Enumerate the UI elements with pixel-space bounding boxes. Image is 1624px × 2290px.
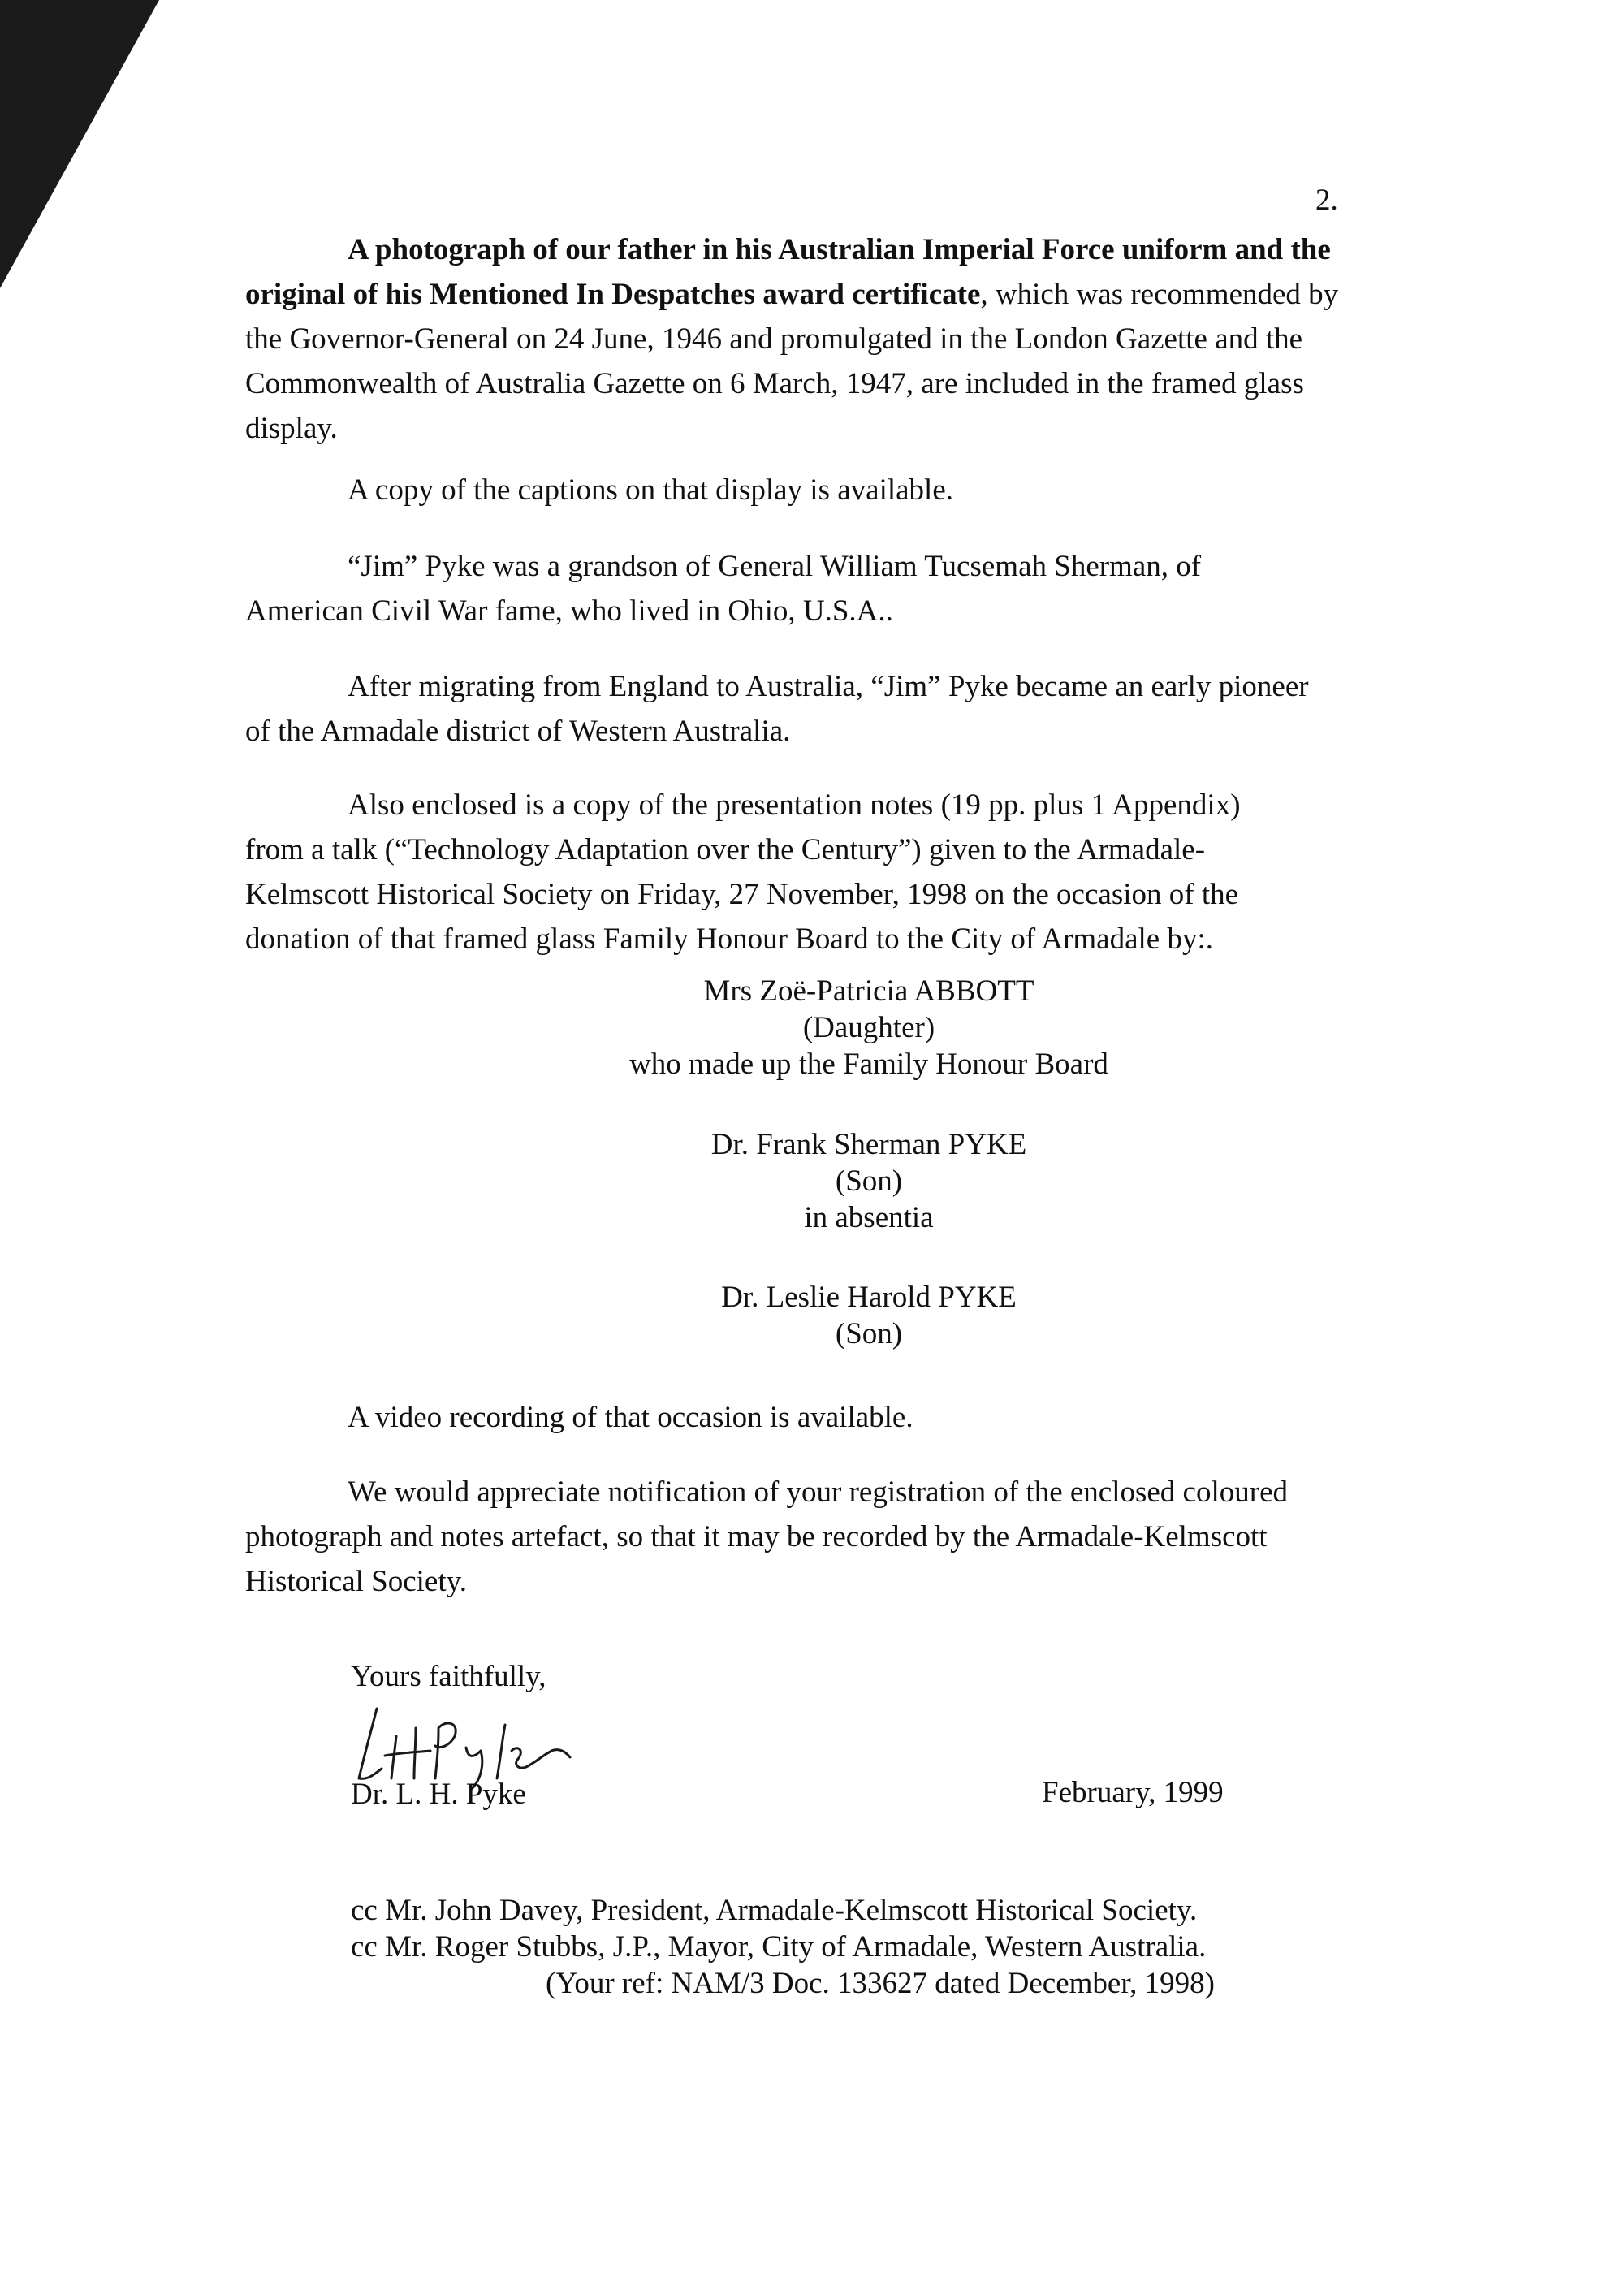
notification-paragraph [245, 1470, 1382, 1604]
scan-corner-shadow [0, 0, 162, 292]
cc-entry-president: cc Mr. John Davey, President, Armadale-Kelmscott Historical Society. [351, 1894, 1198, 1927]
sherman-paragraph [245, 544, 1382, 633]
migration-text: After migrating from England to Australia, “Jim” Pyke became an early pioneer of the Armadale district of Western Australia. [245, 670, 1309, 748]
page-number: 2. [1315, 184, 1338, 217]
lead-paragraph [245, 227, 1382, 451]
lead-paragraph-rest: , which was recommended by the Governor-General on 24 June, 1946 and promulgated in the London Gazette and the Commonwealth of Australia Gazette on 6 March, 1947, are included in the framed glass display. [245, 278, 1339, 445]
notification-text: We would appreciate notification of your registration of the enclosed coloured photograph and notes artefact, so that it may be recorded by the Armadale-Kelmscott Historical Society. [245, 1476, 1289, 1598]
cc-entry-mayor: cc Mr. Roger Stubbs, J.P., Mayor, City of Armadale, Western Australia. [351, 1930, 1207, 1964]
enclosure-paragraph [245, 783, 1382, 961]
presenter-abbott: Mrs Zoë-Patricia ABBOTT (Daughter) who made up the Family Honour Board [629, 974, 1108, 1081]
closing-salutation: Yours faithfully, [351, 1660, 546, 1693]
cc-reference: (Your ref: NAM/3 Doc. 133627 dated December, 1998) [546, 1967, 1215, 2000]
video-text: A video recording of that occasion is available. [348, 1401, 914, 1434]
sherman-text: “Jim” Pyke was a grandson of General William Tucsemah Sherman, of American Civil War fame, who lived in Ohio, U.S.A.. [245, 550, 1202, 628]
signer-name: Dr. L. H. Pyke [351, 1778, 526, 1811]
enclosure-text: Also enclosed is a copy of the presentation notes (19 pp. plus 1 Appendix) from a talk (“Technology Adaptation over the Century”) given to the Armadale- Kelmscott Historical Society on Friday, 27 November, 1998 on the occasion of the donation of that framed glass Family Honour Board to the City of Armadale by:. [245, 789, 1241, 956]
captions-text: A copy of the captions on that display is available. [348, 473, 953, 507]
video-paragraph [245, 1395, 1382, 1440]
captions-paragraph [245, 468, 1382, 512]
presenter-leslie-pyke: Dr. Leslie Harold PYKE (Son) [721, 1281, 1017, 1350]
letter-date: February, 1999 [1042, 1776, 1224, 1809]
migration-paragraph [245, 664, 1382, 754]
cc-list [351, 1892, 1215, 2002]
presenter-frank-pyke: Dr. Frank Sherman PYKE (Son) in absentia [710, 1128, 1027, 1234]
lead-paragraph-bold: A photograph of our father in his Australian Imperial Force uniform and the original of his Mentioned In Despatches award certificate [245, 233, 1331, 311]
